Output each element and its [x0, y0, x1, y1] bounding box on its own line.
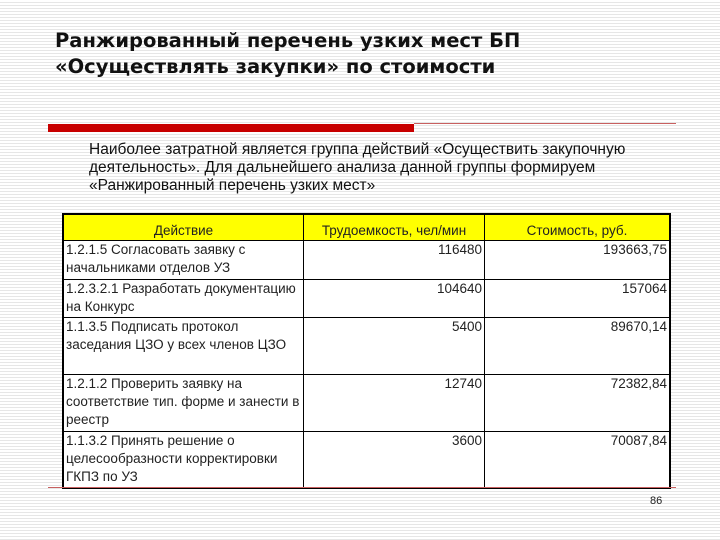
table-row — [63, 241, 670, 280]
title-line-2: «Осуществлять закупки» по стоимости — [55, 55, 496, 78]
page-number: 86 — [650, 495, 663, 507]
cell-action: 1.2.3.2.1 Разработать документацию на Конкурс — [63, 280, 304, 318]
table-row — [63, 318, 670, 375]
cell-action: 1.2.1.2 Проверить заявку на соответствие тип. форме и занести в реестр — [63, 375, 304, 432]
cell-cost: 157064 — [485, 280, 671, 318]
cell-labor: 5400 — [304, 318, 485, 375]
table-row — [63, 375, 670, 432]
bottlenecks-table — [62, 213, 671, 489]
cell-cost: 72382,84 — [485, 375, 671, 432]
cell-labor: 12740 — [304, 375, 485, 432]
cell-action: 1.1.3.2 Принять решение о целесообразности корректировки ГКПЗ по УЗ — [63, 432, 304, 488]
cell-labor: 104640 — [304, 280, 485, 318]
cell-labor: 116480 — [304, 241, 485, 280]
slide-title — [55, 28, 520, 80]
cell-cost: 89670,14 — [485, 318, 671, 375]
cell-labor: 3600 — [304, 432, 485, 488]
table-row — [63, 280, 670, 318]
cell-cost: 193663,75 — [485, 241, 671, 280]
table-header-row — [63, 214, 670, 241]
table-row — [63, 432, 670, 488]
title-line-1: Ранжированный перечень узких мест БП — [55, 29, 521, 52]
cell-action: 1.1.3.5 Подписать протокол заседания ЦЗО у всех членов ЦЗО — [63, 318, 304, 375]
accent-bar — [48, 124, 414, 132]
cell-action: 1.2.1.5 Согласовать заявку с начальниками отделов УЗ — [63, 241, 304, 280]
cell-cost: 70087,84 — [485, 432, 671, 488]
header-labor: Трудоемкость, чел/мин — [304, 214, 485, 241]
footer-line — [48, 487, 676, 488]
header-cost: Стоимость, руб. — [485, 214, 671, 241]
body-text: Наиболее затратной является группа действий «Осуществить закупочную деятельность». Для дальнейшего анализа данной группы формируем «Ранжированный перечень узких мест» — [89, 141, 626, 194]
header-action: Действие — [63, 214, 304, 241]
accent-line — [414, 123, 676, 124]
